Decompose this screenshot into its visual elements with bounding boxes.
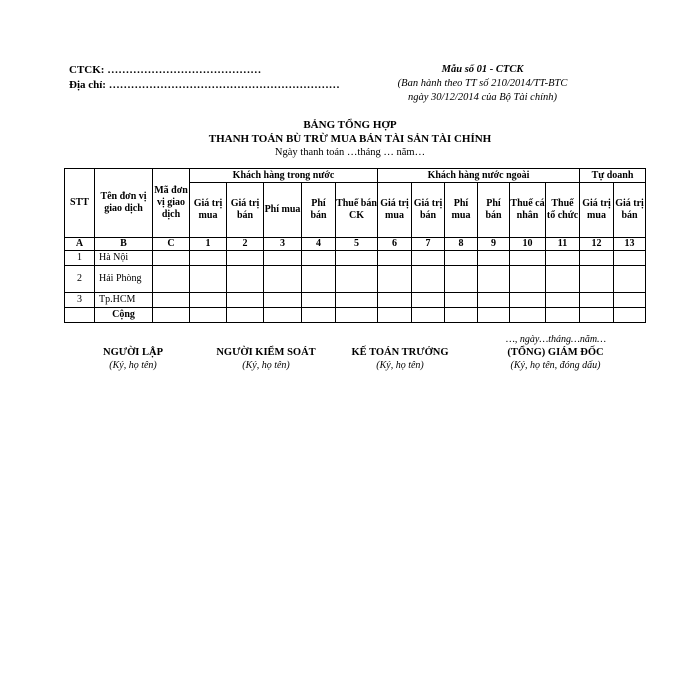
group-proprietary: Tự doanh	[580, 169, 646, 183]
signature-chief-accountant	[335, 346, 465, 372]
address-line: Địa chỉ: ………………………………………………………	[69, 79, 340, 91]
index-cell: 6	[378, 238, 412, 251]
index-cell: A	[65, 238, 95, 251]
index-cell: 1	[190, 238, 227, 251]
group-foreign: Khách hàng nước ngoài	[378, 169, 580, 183]
form-number: Mẫu số 01 - CTCK	[441, 64, 524, 75]
controller-note: (Ký, họ tên)	[242, 360, 290, 371]
index-cell: 12	[580, 238, 614, 251]
chief-accountant-note: (Ký, họ tên)	[376, 360, 424, 371]
title-line-2: THANH TOÁN BÙ TRỪ MUA BÁN TÀI SẢN TÀI CHÍNH	[208, 133, 492, 145]
col-f1: Giá trị mua	[378, 183, 412, 238]
signature-director	[488, 346, 623, 372]
index-cell: 2	[227, 238, 264, 251]
preparer-role: NGƯỜI LẬP	[103, 347, 163, 358]
table-row	[65, 266, 646, 293]
chief-accountant-role: KẾ TOÁN TRƯỞNG	[351, 347, 449, 358]
table-row	[65, 293, 646, 308]
row-unit-name: Hải Phòng	[95, 266, 153, 293]
index-cell: 7	[412, 238, 445, 251]
index-cell: 13	[614, 238, 646, 251]
total-row	[65, 308, 646, 323]
col-d3: Phí mua	[264, 183, 302, 238]
total-label: Cộng	[95, 308, 153, 323]
signature-date-line: …, ngày…tháng…năm…	[505, 334, 606, 345]
index-cell: 9	[478, 238, 510, 251]
index-row	[65, 238, 646, 251]
table-row	[65, 251, 646, 266]
director-role: (TỔNG) GIÁM ĐỐC	[507, 347, 604, 358]
header-right	[380, 63, 585, 105]
col-f6: Thuế tổ chức	[546, 183, 580, 238]
row-stt: 1	[65, 251, 95, 266]
index-cell: B	[95, 238, 153, 251]
header-row-groups	[65, 169, 646, 183]
issued-by: (Ban hành theo TT số 210/2014/TT-BTC	[397, 78, 568, 89]
index-cell: 3	[264, 238, 302, 251]
settlement-date-line: Ngày thanh toán …tháng … năm…	[274, 147, 426, 158]
col-d5: Thuế bán CK	[336, 183, 378, 238]
issued-date: ngày 30/12/2014 của Bộ Tài chính)	[407, 92, 558, 103]
document-title-block	[150, 118, 550, 160]
col-stt: STT	[65, 169, 95, 238]
index-cell: C	[153, 238, 190, 251]
col-p1: Giá trị mua	[580, 183, 614, 238]
header-left	[69, 63, 340, 93]
index-cell: 10	[510, 238, 546, 251]
col-d2: Giá trị bán	[227, 183, 264, 238]
preparer-note: (Ký, họ tên)	[109, 360, 157, 371]
col-f4: Phí bán	[478, 183, 510, 238]
index-cell: 11	[546, 238, 580, 251]
col-d1: Giá trị mua	[190, 183, 227, 238]
index-cell: 5	[336, 238, 378, 251]
row-unit-name: Tp.HCM	[95, 293, 153, 308]
col-f2: Giá trị bán	[412, 183, 445, 238]
index-cell: 8	[445, 238, 478, 251]
company-line: CTCK: ……………………………………	[69, 64, 262, 76]
row-unit-name: Hà Nội	[95, 251, 153, 266]
group-domestic: Khách hàng trong nước	[190, 169, 378, 183]
row-stt: 2	[65, 266, 95, 293]
col-unit-name: Tên đơn vị giao dịch	[95, 169, 153, 238]
title-line-1: BẢNG TỔNG HỢP	[303, 119, 397, 131]
index-cell: 4	[302, 238, 336, 251]
col-f5: Thuế cá nhân	[510, 183, 546, 238]
col-d4: Phí bán	[302, 183, 336, 238]
col-unit-code: Mã đơn vị giao dịch	[153, 169, 190, 238]
settlement-table	[64, 168, 646, 323]
row-stt: 3	[65, 293, 95, 308]
signature-preparer	[68, 346, 198, 372]
controller-role: NGƯỜI KIỂM SOÁT	[216, 347, 316, 358]
col-p2: Giá trị bán	[614, 183, 646, 238]
col-f3: Phí mua	[445, 183, 478, 238]
director-note: (Ký, họ tên, đóng dấu)	[510, 360, 601, 371]
signature-controller	[201, 346, 331, 372]
